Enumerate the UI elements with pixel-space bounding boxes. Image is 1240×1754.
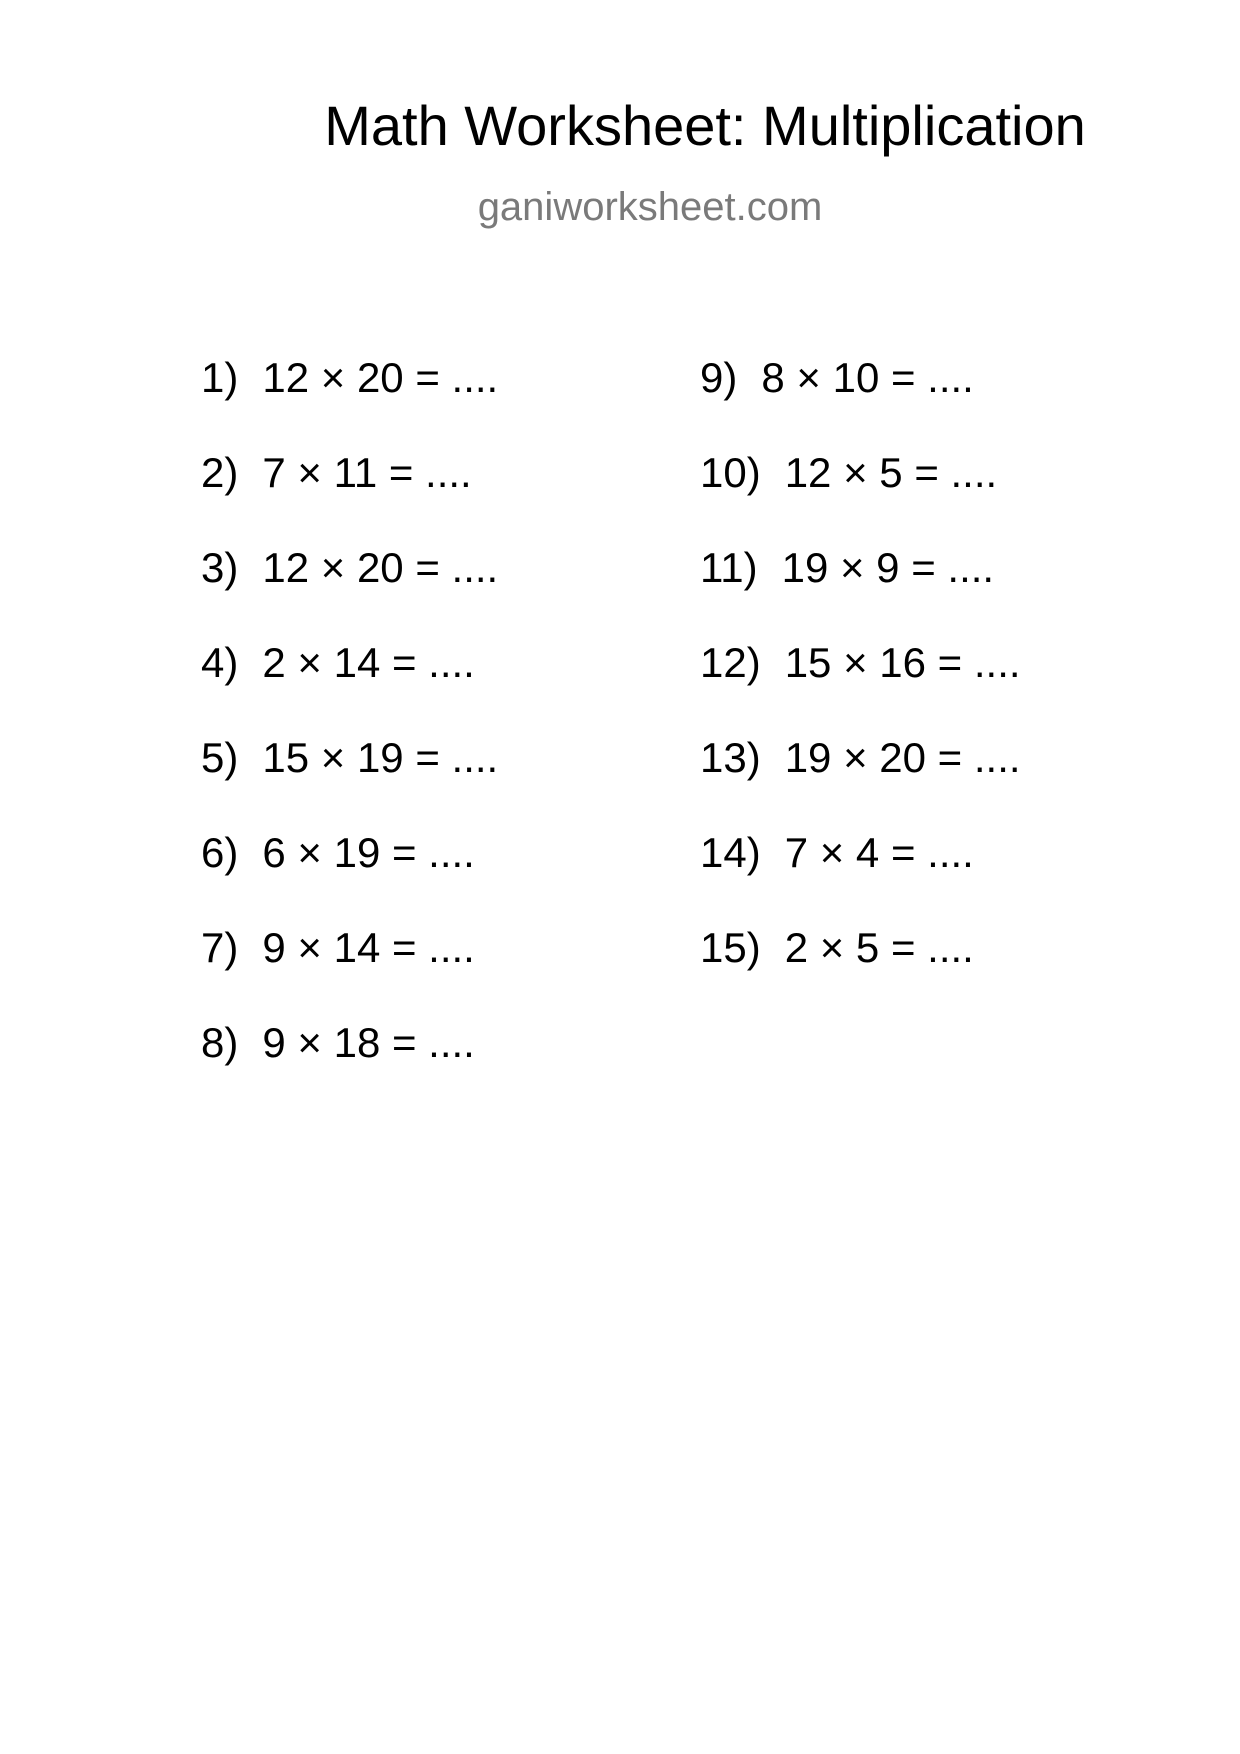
- problem-expression: 19 × 9 = ....: [781, 544, 995, 591]
- problem-expression: 6 × 19 = ....: [262, 829, 475, 876]
- problem-expression: 7 × 11 = ....: [262, 449, 472, 496]
- problem-item: [700, 544, 1021, 642]
- problem-expression: 7 × 4 = ....: [784, 829, 974, 876]
- source-website: ganiworksheet.com: [477, 185, 823, 229]
- problem-expression: 15 × 19 = ....: [262, 734, 499, 781]
- problem-item: [700, 829, 1021, 927]
- problems-column-right: [700, 354, 1021, 1022]
- problem-expression: 9 × 14 = ....: [262, 924, 475, 971]
- problem-item: [201, 639, 498, 737]
- problem-item: [201, 544, 499, 642]
- problem-number: 7): [201, 924, 239, 971]
- problem-item: [700, 449, 1021, 547]
- problem-number: 6): [201, 829, 239, 876]
- problem-expression: 8 × 10 = ....: [761, 354, 974, 401]
- page-title: Math Worksheet: Multiplication: [324, 94, 1086, 157]
- problem-number: 9): [700, 354, 738, 401]
- problem-item: [700, 354, 1021, 452]
- problem-number: 13): [700, 734, 761, 781]
- problem-item: [700, 734, 1021, 832]
- problem-number: 5): [201, 734, 239, 781]
- problem-number: 15): [700, 924, 761, 971]
- problem-number: 10): [700, 449, 761, 496]
- problem-item: [201, 734, 499, 832]
- problem-item: [201, 829, 498, 927]
- problem-number: 1): [201, 354, 239, 401]
- problem-number: 11): [700, 544, 758, 591]
- problem-number: 8): [201, 1019, 239, 1066]
- problem-number: 12): [700, 639, 761, 686]
- problem-expression: 12 × 20 = ....: [262, 544, 499, 591]
- problem-number: 3): [201, 544, 239, 591]
- problem-item: [201, 1019, 498, 1117]
- problem-number: 2): [201, 449, 239, 496]
- problem-expression: 12 × 20 = ....: [262, 354, 499, 401]
- problem-item: [201, 354, 499, 452]
- problem-number: 14): [700, 829, 761, 876]
- problem-number: 4): [201, 639, 239, 686]
- problem-item: [201, 924, 498, 1022]
- problem-item: [201, 449, 498, 547]
- problem-item: [700, 639, 1021, 737]
- problems-column-left: [201, 354, 499, 1117]
- problem-expression: 2 × 5 = ....: [784, 924, 974, 971]
- problem-expression: 2 × 14 = ....: [262, 639, 475, 686]
- problem-expression: 19 × 20 = ....: [784, 734, 1021, 781]
- problem-expression: 12 × 5 = ....: [784, 449, 998, 496]
- problem-item: [700, 924, 1021, 1022]
- problem-expression: 15 × 16 = ....: [784, 639, 1021, 686]
- problem-expression: 9 × 18 = ....: [262, 1019, 475, 1066]
